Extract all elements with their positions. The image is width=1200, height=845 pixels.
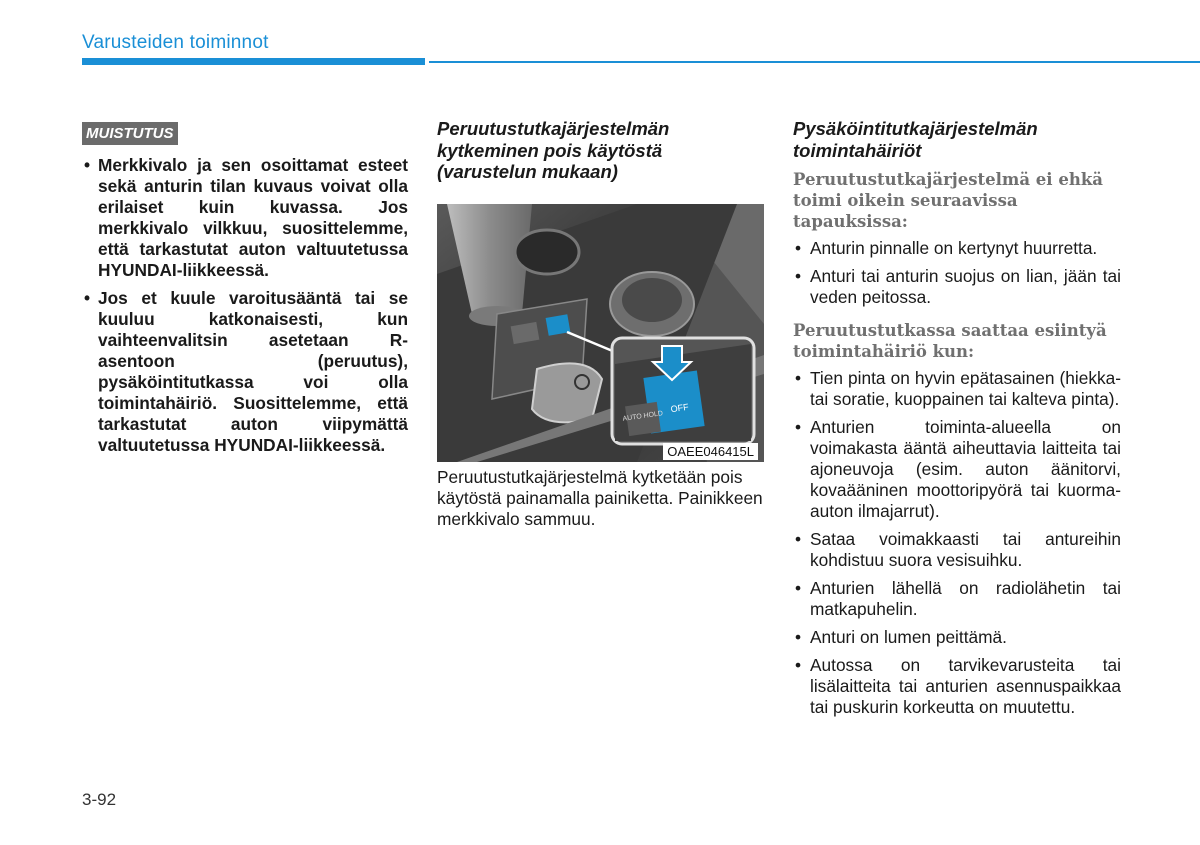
auto-hold-label: AUTO HOLD	[622, 409, 664, 423]
list-item: • Anturin pinnalle on kertynyt huurretta.	[793, 238, 1121, 259]
switch-off-title: Peruutustutkajärjestelmän kytkeminen pois käytöstä (varustelun mukaan)	[437, 118, 670, 182]
malfunction-subhead-1: Peruutustutkajärjestelmä ei ehkä toimi oikein seuraavissa tapauksissa:	[793, 170, 1103, 231]
list-item: • Anturi on lumen peittämä.	[793, 627, 1121, 648]
header-rule-thick	[82, 58, 425, 65]
switch-off-section	[437, 118, 765, 530]
note-box	[82, 122, 408, 463]
console-drawing	[437, 204, 764, 462]
malfunction-subhead-2: Peruutustutkassa saattaa esiintyä toimintahäiriö kun:	[793, 321, 1107, 361]
malfunction-title: Pysäköintitutkajärjestelmän toimintahäiriöt	[793, 118, 1038, 161]
off-button-label: OFF	[669, 401, 690, 414]
list-item: • Tien pinta on hyvin epätasainen (hiekka- tai soratie, kuoppainen tai kalteva pinta).	[793, 368, 1121, 410]
console-illustration	[437, 204, 764, 462]
malfunction-section	[793, 118, 1121, 725]
header-rule-thin	[429, 61, 1200, 63]
switch-off-caption: Peruutustutkajärjestelmä kytketään pois käytöstä painamalla painiketta. Painikkeen merkkivalo sammuu.	[437, 466, 763, 529]
list-item: • Anturien toiminta-alueella on voimakasta ääntä aiheuttavia laitteita tai ajoneuvoja (esim. auton äänitorvi, kovaääninen moottoripyörä tai kuorma-auton ilmajarrut).	[793, 417, 1121, 522]
list-item: • Autossa on tarvikevarusteita tai lisälaitteita tai anturien asennuspaikkaa tai puskurin korkeutta on muutettu.	[793, 655, 1121, 718]
list-item: • Sataa voimakkaasti tai antureihin kohdistuu suora vesisuihku.	[793, 529, 1121, 571]
figure-code: OAEE046415L	[663, 443, 758, 460]
list-item: • Anturi tai anturin suojus on lian, jään tai veden peitossa.	[793, 266, 1121, 308]
note-item: • Merkkivalo ja sen osoittamat esteet sekä anturin tilan kuvaus voivat olla erilaiset kuin kuvassa. Jos merkkivalo vilkkuu, suosittelemme, että tarkastutat auton valtuutetussa HYUNDAI-liikkeessä.	[82, 155, 408, 281]
list-item: • Anturien lähellä on radiolähetin tai matkapuhelin.	[793, 578, 1121, 620]
note-badge: MUISTUTUS	[82, 122, 178, 145]
malfunction-list-2	[793, 368, 1121, 718]
note-list	[82, 155, 408, 456]
page-number: 3-92	[82, 790, 117, 809]
note-item: • Jos et kuule varoitusääntä tai se kuuluu katkonaisesti, kun vaihteenvalitsin asetetaan R-asentoon (peruutus), pysäköintitutkassa voi olla toimintahäiriö. Suosittelemme, että tarkastutat auton viipymättä valtuutetussa HYUNDAI-liikkeessä.	[82, 288, 408, 456]
malfunction-list-1	[793, 238, 1121, 308]
section-title: Varusteiden toiminnot	[82, 32, 269, 53]
